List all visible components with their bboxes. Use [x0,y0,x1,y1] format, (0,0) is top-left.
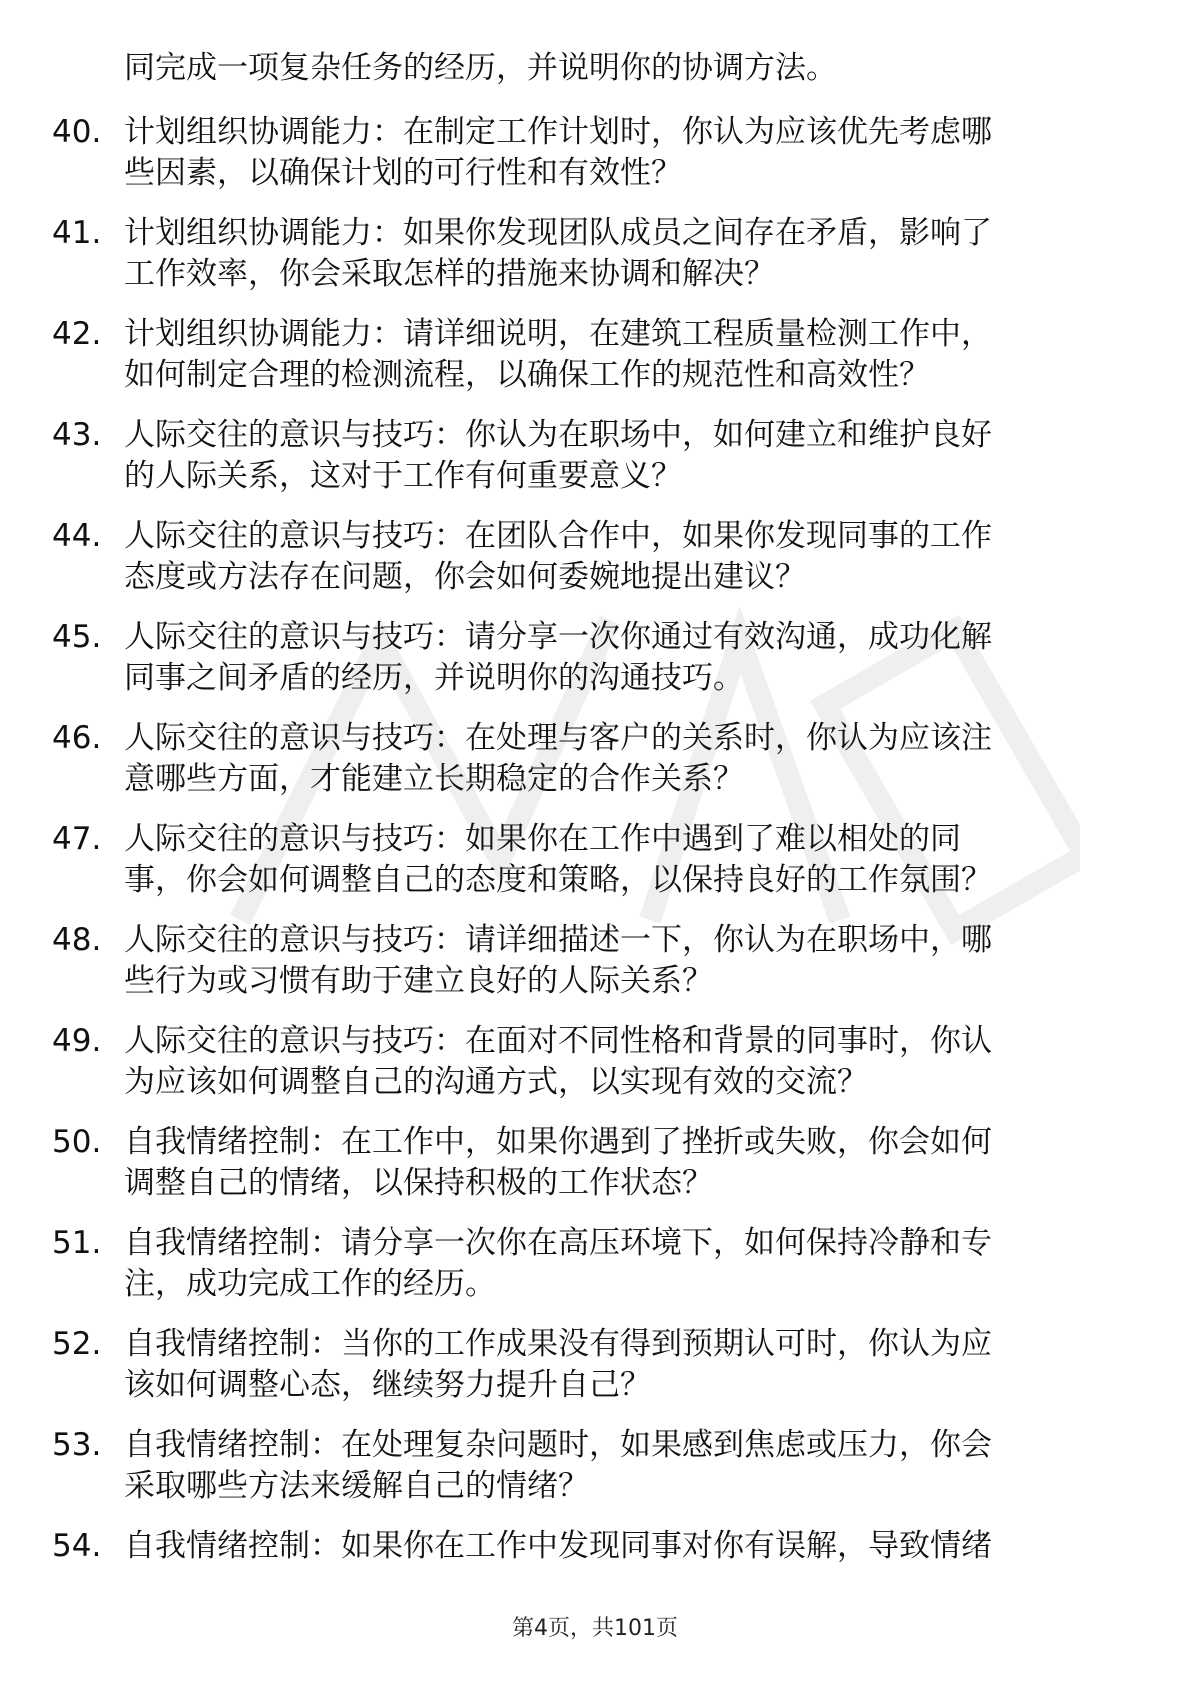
question-item [52,213,1132,314]
question-number: 49. [52,1023,102,1059]
question-item [52,1526,1132,1627]
question-item [52,314,1132,415]
question-text: 自我情绪控制：如果你在工作中发现同事对你有误解，导致情绪 [124,1528,992,1564]
question-item [52,1223,1132,1324]
question-number: 47. [52,821,102,857]
question-number: 50. [52,1124,102,1160]
question-text: 计划组织协调能力：在制定工作计划时，你认为应该优先考虑哪 些因素，以确保计划的可行性和有效性？ [124,114,992,191]
question-text: 人际交往的意识与技巧：在处理与客户的关系时，你认为应该注 意哪些方面，才能建立长期稳定的合作关系？ [124,720,992,797]
question-number: 52. [52,1326,102,1362]
question-list [52,112,1132,1627]
question-item [52,112,1132,213]
question-text: 自我情绪控制：当你的工作成果没有得到预期认可时，你认为应 该如何调整心态，继续努力提升自己？ [124,1326,992,1403]
question-number: 45. [52,619,102,655]
question-item [52,1021,1132,1122]
question-number: 48. [52,922,102,958]
question-text: 人际交往的意识与技巧：在团队合作中，如果你发现同事的工作 态度或方法存在问题，你会如何委婉地提出建议？ [124,518,992,595]
question-text: 人际交往的意识与技巧：如果你在工作中遇到了难以相处的同 事，你会如何调整自己的态度和策略，以保持良好的工作氛围？ [124,821,992,898]
question-text: 人际交往的意识与技巧：在面对不同性格和背景的同事时，你认 为应该如何调整自己的沟通方式，以实现有效的交流？ [124,1023,992,1100]
question-number: 53. [52,1427,102,1463]
question-number: 51. [52,1225,102,1261]
question-item [52,920,1132,1021]
page-footer: 第4页，共101页 [512,1616,678,1641]
question-item [52,1122,1132,1223]
question-number: 41. [52,215,102,251]
question-item [52,718,1132,819]
question-text: 人际交往的意识与技巧：你认为在职场中，如何建立和维护良好 的人际关系，这对于工作有何重要意义？ [124,417,992,494]
question-item [52,1425,1132,1526]
question-text: 计划组织协调能力：如果你发现团队成员之间存在矛盾，影响了 工作效率，你会采取怎样的措施来协调和解决？ [124,215,992,292]
question-number: 46. [52,720,102,756]
question-text: 自我情绪控制：请分享一次你在高压环境下，如何保持冷静和专 注，成功完成工作的经历。 [124,1225,992,1302]
question-number: 54. [52,1528,102,1564]
question-number: 42. [52,316,102,352]
question-text: 自我情绪控制：在工作中，如果你遇到了挫折或失败，你会如何 调整自己的情绪，以保持积极的工作状态？ [124,1124,992,1201]
question-text: 计划组织协调能力：请详细说明，在建筑工程质量检测工作中， 如何制定合理的检测流程，以确保工作的规范性和高效性？ [124,316,992,393]
question-number: 44. [52,518,102,554]
question-text: 自我情绪控制：在处理复杂问题时，如果感到焦虑或压力，你会 采取哪些方法来缓解自己的情绪？ [124,1427,992,1504]
question-item [52,617,1132,718]
question-text: 人际交往的意识与技巧：请详细描述一下，你认为在职场中，哪 些行为或习惯有助于建立良好的人际关系？ [124,922,992,999]
question-item [52,1324,1132,1425]
question-item [52,415,1132,516]
question-item [52,819,1132,920]
question-number: 40. [52,114,102,150]
question-item [52,516,1132,617]
continued-question-text: 同完成一项复杂任务的经历，并说明你的协调方法。 [124,50,837,86]
question-text: 人际交往的意识与技巧：请分享一次你通过有效沟通，成功化解 同事之间矛盾的经历，并说明你的沟通技巧。 [124,619,992,696]
question-number: 43. [52,417,102,453]
